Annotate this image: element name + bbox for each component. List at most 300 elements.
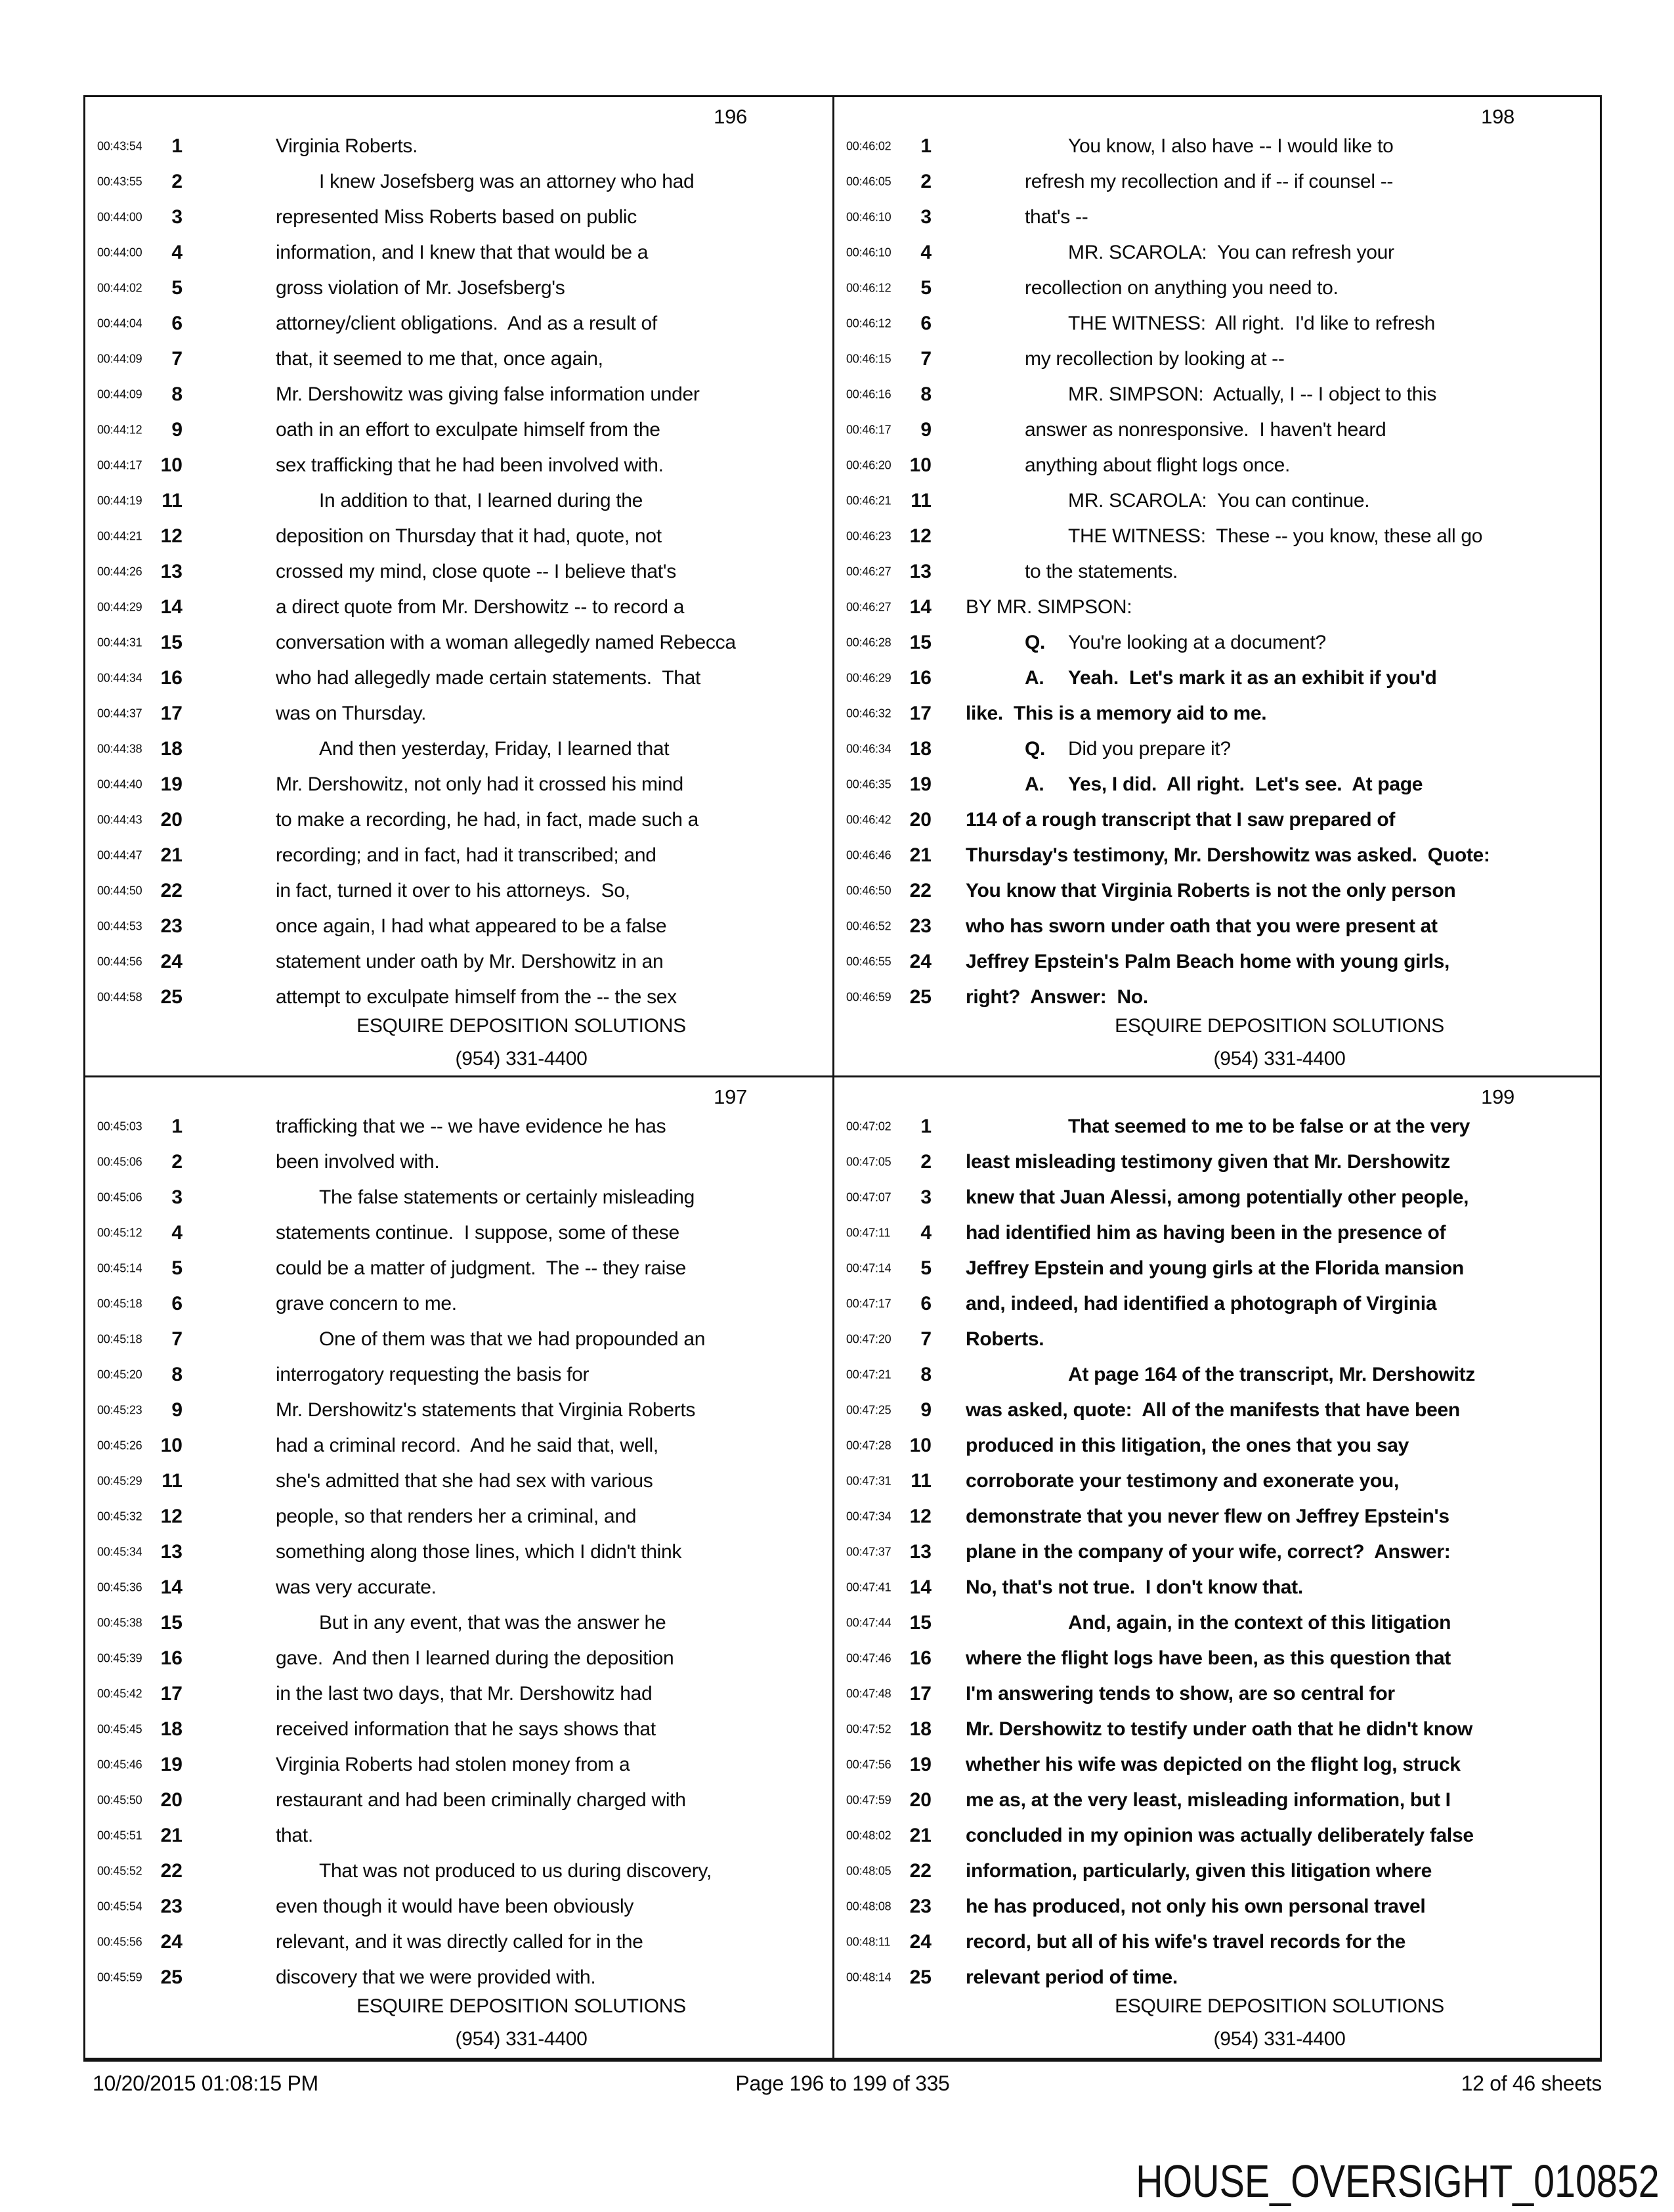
- timestamp: 00:48:05: [846, 1864, 891, 1878]
- timestamp: 00:47:52: [846, 1722, 891, 1736]
- timestamp: 00:45:29: [97, 1474, 142, 1488]
- transcript-line: [85, 1783, 832, 1818]
- line-number: 19: [909, 773, 932, 795]
- timestamp: 00:45:50: [97, 1793, 142, 1807]
- line-text: something along those lines, which I didn't think: [276, 1541, 682, 1563]
- transcript-line: [834, 341, 1600, 377]
- line-text: Mr. Dershowitz was giving false information under: [276, 383, 700, 405]
- transcript-line: [85, 1605, 832, 1641]
- line-number: 3: [920, 1186, 932, 1208]
- transcript-line: [834, 1783, 1600, 1818]
- timestamp: 00:44:38: [97, 742, 142, 756]
- timestamp: 00:44:37: [97, 706, 142, 720]
- timestamp: 00:45:34: [97, 1545, 142, 1559]
- line-number: 5: [171, 1257, 182, 1279]
- line-number: 7: [171, 1328, 182, 1350]
- line-number: 18: [909, 738, 932, 760]
- line-text: discovery that we were provided with.: [276, 1966, 596, 1988]
- transcript-line: [834, 554, 1600, 590]
- timestamp: 00:45:38: [97, 1616, 142, 1630]
- timestamp: 00:46:05: [846, 175, 891, 188]
- timestamp: 00:45:06: [97, 1155, 142, 1169]
- timestamp: 00:47:28: [846, 1439, 891, 1452]
- bates-number: HOUSE_OVERSIGHT_010852: [1136, 2156, 1660, 2207]
- transcript-line: [85, 1747, 832, 1783]
- qa-marker: Q.: [1025, 738, 1046, 760]
- line-number: 23: [909, 915, 932, 937]
- line-number: 13: [160, 1541, 182, 1563]
- line-text: Jeffrey Epstein and young girls at the Florida mansion: [966, 1257, 1464, 1279]
- timestamp: 00:45:52: [97, 1864, 142, 1878]
- line-text: produced in this litigation, the ones that you say: [966, 1435, 1409, 1456]
- line-number: 21: [909, 1825, 932, 1846]
- transcript-line: [85, 1924, 832, 1960]
- line-text: concluded in my opinion was actually deliberately false: [966, 1825, 1474, 1846]
- timestamp: 00:44:19: [97, 494, 142, 508]
- line-number: 16: [160, 1647, 182, 1669]
- transcript-line: [85, 412, 832, 448]
- line-number: 24: [160, 1931, 182, 1953]
- line-text: was very accurate.: [276, 1576, 437, 1598]
- line-text: sex trafficking that he had been involved with.: [276, 454, 664, 476]
- line-text: You know that Virginia Roberts is not the only person: [966, 880, 1456, 901]
- line-number: 4: [171, 242, 182, 263]
- line-text: information, particularly, given this litigation where: [966, 1860, 1432, 1882]
- vendor-name: ESQUIRE DEPOSITION SOLUTIONS: [1115, 1995, 1444, 2017]
- timestamp: 00:46:12: [846, 281, 891, 295]
- line-number: 24: [160, 951, 182, 972]
- timestamp: 00:45:42: [97, 1687, 142, 1701]
- line-text: And then yesterday, Friday, I learned that: [319, 738, 670, 760]
- line-text: had a criminal record. And he said that, well,: [276, 1435, 658, 1456]
- transcript-line: [85, 802, 832, 838]
- transcript-line: [85, 519, 832, 554]
- timestamp: 00:46:17: [846, 423, 891, 437]
- line-number: 18: [160, 1718, 182, 1740]
- line-text: 114 of a rough transcript that I saw prepared of: [966, 809, 1396, 831]
- line-number: 19: [160, 773, 182, 795]
- line-text: a direct quote from Mr. Dershowitz -- to record a: [276, 596, 685, 618]
- transcript-line: [85, 1215, 832, 1251]
- transcript-line: [85, 1854, 832, 1889]
- line-number: 23: [160, 915, 182, 937]
- line-text: [1025, 667, 1597, 689]
- line-number: 10: [909, 454, 932, 476]
- line-text: Mr. Dershowitz to testify under oath that he didn't know: [966, 1718, 1473, 1740]
- transcript-line: [834, 1180, 1600, 1215]
- line-text: That seemed to me to be false or at the very: [1068, 1116, 1470, 1137]
- line-text: where the flight logs have been, as this question that: [966, 1647, 1451, 1669]
- line-number: 23: [909, 1896, 932, 1917]
- line-text: right? Answer: No.: [966, 986, 1148, 1008]
- line-number: 25: [909, 986, 932, 1008]
- transcript-line: [834, 731, 1600, 767]
- transcript-line: [85, 909, 832, 944]
- line-number: 12: [909, 525, 932, 547]
- line-number: 15: [160, 632, 182, 653]
- line-text: in fact, turned it over to his attorneys. So,: [276, 880, 630, 901]
- line-number: 3: [920, 206, 932, 228]
- transcript-line: [85, 590, 832, 625]
- line-number: 22: [160, 880, 182, 901]
- transcript-line: [834, 377, 1600, 412]
- page-number: 196: [714, 105, 747, 128]
- transcript-line: [85, 1570, 832, 1605]
- transcript-line: [834, 1854, 1600, 1889]
- line-number: 23: [160, 1896, 182, 1917]
- line-number: 20: [160, 1789, 182, 1811]
- timestamp: 00:44:02: [97, 281, 142, 295]
- line-text: me as, at the very least, misleading information, but I: [966, 1789, 1451, 1811]
- timestamp: 00:46:42: [846, 813, 891, 827]
- line-number: 6: [171, 1293, 182, 1314]
- line-number: 14: [160, 1576, 182, 1598]
- timestamp: 00:44:31: [97, 636, 142, 649]
- line-number: 17: [909, 1683, 932, 1704]
- page-number: 197: [714, 1085, 747, 1108]
- timestamp: 00:47:31: [846, 1474, 891, 1488]
- timestamp: 00:47:44: [846, 1616, 891, 1630]
- line-text: information, and I knew that that would be a: [276, 242, 649, 263]
- transcript-line: [834, 980, 1600, 1015]
- timestamp: 00:45:32: [97, 1509, 142, 1523]
- transcript-line: [85, 838, 832, 873]
- transcript-line: [834, 1676, 1600, 1712]
- timestamp: 00:44:26: [97, 565, 142, 578]
- line-text: in the last two days, that Mr. Dershowitz had: [276, 1683, 653, 1704]
- line-number: 11: [161, 490, 182, 511]
- line-text: Thursday's testimony, Mr. Dershowitz was asked. Quote:: [966, 844, 1490, 866]
- timestamp: 00:45:45: [97, 1722, 142, 1736]
- timestamp: 00:48:14: [846, 1970, 891, 1984]
- transcript-line: [85, 483, 832, 519]
- footer-page-range: Page 196 to 199 of 335: [735, 2071, 950, 2095]
- line-number: 13: [909, 1541, 932, 1563]
- line-number: 16: [909, 667, 932, 689]
- line-number: 25: [160, 986, 182, 1008]
- transcript-page-198: [834, 97, 1600, 1075]
- transcript-line: [834, 1393, 1600, 1428]
- timestamp: 00:44:09: [97, 352, 142, 366]
- timestamp: 00:48:11: [846, 1935, 891, 1949]
- transcript-line: [834, 1499, 1600, 1534]
- line-text: oath in an effort to exculpate himself from the: [276, 419, 660, 441]
- transcript-line: [85, 554, 832, 590]
- line-number: 18: [160, 738, 182, 760]
- transcript-line: [834, 1357, 1600, 1393]
- line-text: he has produced, not only his own personal travel: [966, 1896, 1426, 1917]
- line-text: to the statements.: [1025, 561, 1178, 582]
- timestamp: 00:45:36: [97, 1580, 142, 1594]
- line-text: gross violation of Mr. Josefsberg's: [276, 277, 565, 299]
- line-number: 16: [909, 1647, 932, 1669]
- line-number: 21: [909, 844, 932, 866]
- transcript-line: [85, 235, 832, 271]
- line-text: knew that Juan Alessi, among potentially other people,: [966, 1186, 1469, 1208]
- line-text: Mr. Dershowitz, not only had it crossed his mind: [276, 773, 683, 795]
- line-text: gave. And then I learned during the deposition: [276, 1647, 674, 1669]
- timestamp: 00:47:34: [846, 1509, 891, 1523]
- line-text: Virginia Roberts.: [276, 135, 418, 157]
- line-text: was asked, quote: All of the manifests that have been: [966, 1399, 1460, 1421]
- timestamp: 00:45:54: [97, 1899, 142, 1913]
- timestamp: 00:46:27: [846, 565, 891, 578]
- transcript-line: [85, 625, 832, 661]
- line-text: THE WITNESS: These -- you know, these all go: [1068, 525, 1483, 547]
- line-number: 11: [911, 490, 932, 511]
- transcript-line: [834, 1215, 1600, 1251]
- line-text: [1025, 738, 1597, 760]
- line-text: conversation with a woman allegedly named Rebecca: [276, 632, 736, 653]
- timestamp: 00:46:20: [846, 458, 891, 472]
- line-number: 14: [909, 1576, 932, 1598]
- timestamp: 00:45:39: [97, 1651, 142, 1665]
- timestamp: 00:47:14: [846, 1261, 891, 1275]
- timestamp: 00:48:02: [846, 1829, 891, 1842]
- line-number: 4: [920, 242, 932, 263]
- transcript-line: [834, 235, 1600, 271]
- transcript-line: [834, 1605, 1600, 1641]
- timestamp: 00:45:03: [97, 1119, 142, 1133]
- line-text: had identified him as having been in the presence of: [966, 1222, 1446, 1244]
- timestamp: 00:45:26: [97, 1439, 142, 1452]
- transcript-line: [834, 1144, 1600, 1180]
- line-text: Mr. Dershowitz's statements that Virginia Roberts: [276, 1399, 696, 1421]
- line-text: deposition on Thursday that it had, quote, not: [276, 525, 662, 547]
- timestamp: 00:43:55: [97, 175, 142, 188]
- timestamp: 00:47:21: [846, 1368, 891, 1381]
- line-number: 2: [920, 171, 932, 192]
- qa-text: Yes, I did. All right. Let's see. At page: [1068, 773, 1423, 795]
- transcript-line: [85, 767, 832, 802]
- line-number: 13: [909, 561, 932, 582]
- transcript-line: [834, 129, 1600, 164]
- line-text: anything about flight logs once.: [1025, 454, 1291, 476]
- transcript-line: [85, 1960, 832, 1995]
- line-text: to make a recording, he had, in fact, made such a: [276, 809, 699, 831]
- line-number: 21: [160, 844, 182, 866]
- line-text: In addition to that, I learned during the: [319, 490, 643, 511]
- line-number: 17: [909, 703, 932, 724]
- transcript-line: [85, 1676, 832, 1712]
- timestamp: 00:44:04: [97, 316, 142, 330]
- timestamp: 00:44:34: [97, 671, 142, 685]
- transcript-line: [834, 448, 1600, 483]
- timestamp: 00:46:50: [846, 884, 891, 898]
- vendor-phone: (954) 331-4400: [455, 1048, 588, 1070]
- line-number: 8: [171, 383, 182, 405]
- line-text: I knew Josefsberg was an attorney who had: [319, 171, 695, 192]
- line-text: and, indeed, had identified a photograph of Virginia: [966, 1293, 1437, 1314]
- line-number: 11: [161, 1470, 182, 1492]
- line-number: 24: [909, 1931, 932, 1953]
- timestamp: 00:47:02: [846, 1119, 891, 1133]
- line-text: statements continue. I suppose, some of these: [276, 1222, 679, 1244]
- transcript-line: [85, 1322, 832, 1357]
- vendor-phone: (954) 331-4400: [1213, 2028, 1346, 2050]
- line-text: corroborate your testimony and exonerate you,: [966, 1470, 1399, 1492]
- timestamp: 00:46:21: [846, 494, 891, 508]
- line-number: 12: [160, 525, 182, 547]
- transcript-line: [85, 696, 832, 731]
- line-text: received information that he says shows that: [276, 1718, 656, 1740]
- qa-text: You're looking at a document?: [1068, 632, 1326, 653]
- line-number: 7: [920, 1328, 932, 1350]
- line-number: 4: [920, 1222, 932, 1244]
- line-text: [1025, 773, 1597, 796]
- transcript-line: [834, 1818, 1600, 1854]
- line-number: 2: [171, 171, 182, 192]
- timestamp: 00:46:28: [846, 636, 891, 649]
- line-number: 22: [909, 1860, 932, 1882]
- line-number: 7: [920, 348, 932, 370]
- line-text: THE WITNESS: All right. I'd like to refresh: [1068, 313, 1436, 334]
- line-number: 14: [909, 596, 932, 618]
- line-number: 17: [160, 703, 182, 724]
- vendor-phone: (954) 331-4400: [1213, 1048, 1346, 1070]
- transcript-line: [834, 590, 1600, 625]
- timestamp: 00:45:23: [97, 1403, 142, 1417]
- line-text: That was not produced to us during discovery,: [319, 1860, 712, 1882]
- transcript-page-196: [85, 97, 832, 1075]
- timestamp: 00:47:05: [846, 1155, 891, 1169]
- timestamp: 00:46:32: [846, 706, 891, 720]
- transcript-line: [85, 980, 832, 1015]
- line-text: who had allegedly made certain statements. That: [276, 667, 701, 689]
- transcript-line: [834, 200, 1600, 235]
- timestamp: 00:45:51: [97, 1829, 142, 1842]
- transcript-line: [85, 377, 832, 412]
- line-number: 8: [920, 1364, 932, 1385]
- line-text: relevant, and it was directly called for in the: [276, 1931, 643, 1953]
- line-number: 10: [909, 1435, 932, 1456]
- line-text: could be a matter of judgment. The -- they raise: [276, 1257, 687, 1279]
- line-text: represented Miss Roberts based on public: [276, 206, 637, 228]
- line-number: 19: [909, 1754, 932, 1775]
- timestamp: 00:47:37: [846, 1545, 891, 1559]
- line-text: least misleading testimony given that Mr. Dershowitz: [966, 1151, 1450, 1173]
- line-number: 6: [171, 313, 182, 334]
- timestamp: 00:45:14: [97, 1261, 142, 1275]
- line-text: my recollection by looking at --: [1025, 348, 1285, 370]
- line-number: 9: [920, 1399, 932, 1421]
- transcript-line: [85, 1889, 832, 1924]
- line-text: At page 164 of the transcript, Mr. Dershowitz: [1068, 1364, 1475, 1385]
- line-text: that, it seemed to me that, once again,: [276, 348, 603, 370]
- line-number: 1: [171, 135, 182, 157]
- timestamp: 00:44:50: [97, 884, 142, 898]
- transcript-line: [85, 944, 832, 980]
- line-number: 13: [160, 561, 182, 582]
- line-text: Jeffrey Epstein's Palm Beach home with young girls,: [966, 951, 1450, 972]
- timestamp: 00:47:48: [846, 1687, 891, 1701]
- line-text: that.: [276, 1825, 313, 1846]
- line-text: answer as nonresponsive. I haven't heard: [1025, 419, 1386, 441]
- transcript-line: [85, 1144, 832, 1180]
- timestamp: 00:45:12: [97, 1226, 142, 1240]
- line-text: No, that's not true. I don't know that.: [966, 1576, 1303, 1598]
- line-number: 10: [160, 454, 182, 476]
- line-text: MR. SCAROLA: You can refresh your: [1068, 242, 1394, 263]
- line-text: who has sworn under oath that you were present at: [966, 915, 1438, 937]
- transcript-line: [834, 519, 1600, 554]
- line-number: 5: [920, 1257, 932, 1279]
- line-number: 9: [920, 419, 932, 441]
- timestamp: 00:46:55: [846, 955, 891, 968]
- transcript-grid: [83, 95, 1602, 2062]
- line-text: demonstrate that you never flew on Jeffrey Epstein's: [966, 1506, 1449, 1527]
- footer-sheet-count: 12 of 46 sheets: [1461, 2071, 1602, 2095]
- timestamp: 00:46:34: [846, 742, 891, 756]
- timestamp: 00:44:12: [97, 423, 142, 437]
- timestamp: 00:47:56: [846, 1758, 891, 1771]
- line-number: 3: [171, 1186, 182, 1208]
- transcript-line: [85, 873, 832, 909]
- transcript-line: [834, 1322, 1600, 1357]
- timestamp: 00:44:21: [97, 529, 142, 543]
- line-text: like. This is a memory aid to me.: [966, 703, 1267, 724]
- vendor-phone: (954) 331-4400: [455, 2028, 588, 2050]
- line-text: And, again, in the context of this litigation: [1068, 1612, 1451, 1634]
- line-number: 25: [160, 1966, 182, 1988]
- transcript-line: [85, 1109, 832, 1144]
- timestamp: 00:45:46: [97, 1758, 142, 1771]
- transcript-line: [85, 1393, 832, 1428]
- line-number: 20: [909, 1789, 932, 1811]
- line-number: 14: [160, 596, 182, 618]
- transcript-line: [834, 306, 1600, 341]
- timestamp: 00:47:07: [846, 1190, 891, 1204]
- line-text: One of them was that we had propounded an: [319, 1328, 706, 1350]
- transcript-line: [834, 483, 1600, 519]
- transcript-line: [85, 306, 832, 341]
- timestamp: 00:46:23: [846, 529, 891, 543]
- transcript-line: [834, 1534, 1600, 1570]
- line-text: refresh my recollection and if -- if counsel --: [1025, 171, 1394, 192]
- timestamp: 00:45:18: [97, 1297, 142, 1311]
- timestamp: 00:44:00: [97, 246, 142, 259]
- qa-marker: Q.: [1025, 632, 1046, 653]
- transcript-line: [834, 873, 1600, 909]
- transcript-line: [85, 661, 832, 696]
- line-text: trafficking that we -- we have evidence he has: [276, 1116, 666, 1137]
- line-text: The false statements or certainly misleading: [319, 1186, 695, 1208]
- line-number: 9: [171, 419, 182, 441]
- line-number: 15: [909, 632, 932, 653]
- timestamp: 00:46:10: [846, 210, 891, 224]
- timestamp: 00:45:18: [97, 1332, 142, 1346]
- line-number: 2: [171, 1151, 182, 1173]
- timestamp: 00:46:10: [846, 246, 891, 259]
- line-number: 22: [160, 1860, 182, 1882]
- transcript-line: [85, 164, 832, 200]
- transcript-line: [834, 1286, 1600, 1322]
- transcript-line: [85, 271, 832, 306]
- line-text: statement under oath by Mr. Dershowitz in an: [276, 951, 664, 972]
- line-number: 12: [160, 1506, 182, 1527]
- timestamp: 00:46:12: [846, 316, 891, 330]
- transcript-line: [85, 1712, 832, 1747]
- timestamp: 00:44:09: [97, 387, 142, 401]
- line-text: BY MR. SIMPSON:: [966, 596, 1132, 618]
- qa-marker: A.: [1025, 773, 1044, 795]
- timestamp: 00:44:56: [97, 955, 142, 968]
- line-text: I'm answering tends to show, are so central for: [966, 1683, 1395, 1704]
- timestamp: 00:44:43: [97, 813, 142, 827]
- timestamp: 00:46:29: [846, 671, 891, 685]
- vendor-name: ESQUIRE DEPOSITION SOLUTIONS: [356, 1995, 686, 2017]
- line-number: 9: [171, 1399, 182, 1421]
